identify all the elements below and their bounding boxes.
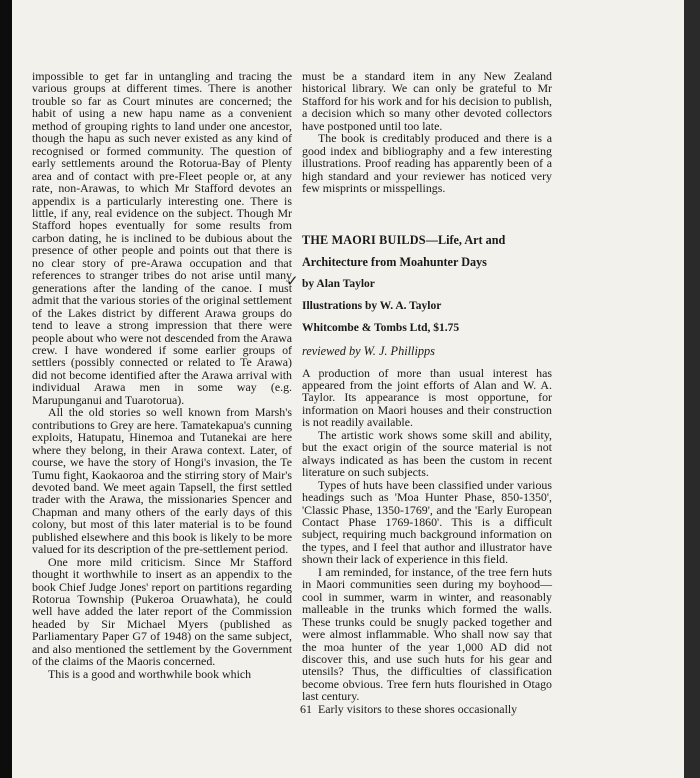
paragraph: A production of more than usual interest has appeared from the joint efforts of Alan and W. A. Taylor. Its appearance is most opportune, for information on Maori houses and their construction is not readily available.	[302, 365, 552, 430]
checkmark-icon: ✓	[286, 272, 299, 290]
paragraph: I am reminded, for instance, of the tree fern huts in Maori communities seen during my boyhood—cool in summer, warm in winter, and reasonably malleable in the trunks which formed the walls. These trunks could be snugly packed together and were almost inflammable. Who shall now say that the moa hunter of the year 1,000 AD did not discover this, and use such huts for his gear and utensils? Thus, the difficulties of classification become obvious. Tree fern huts flourished in Otago last century.	[302, 564, 552, 704]
paragraph: Types of huts have been classified under various headings such as 'Moa Hunter Phase, 850-1350', 'Classic Phase, 1350-1769', and the 'Early European Contact Phase 1769-1860'. This is a difficult subject, requiring much background information on the types, and I feel that author and illustrator have shown their lack of experience in this field.	[302, 477, 552, 567]
book-page	[12, 0, 684, 778]
paragraph: must be a standard item in any New Zealand historical library. We can only be grateful to Mr Stafford for his work and for his decision to publish, a decision which so many other devoted collectors have postponed until too late.	[302, 69, 552, 133]
book-publisher: Whitcombe & Tombs Ltd, $1.75	[302, 321, 460, 334]
paragraph: This is a good and worthwhile book which	[48, 666, 252, 681]
left-column	[32, 70, 292, 680]
paragraph: Early visitors to these shores occasionally	[318, 701, 518, 716]
right-column	[302, 70, 552, 715]
review-title-caps: THE MAORI BUILDS	[302, 232, 426, 247]
paragraph: impossible to get far in untangling and tracing the various groups at different times. There is another trouble so far as Court minutes are concerned; the habit of using a new hapu name as a convenient method of grouping rights to land under one ancestor, though the hapu as such never existed as any kind of recognised or formed community. The question of early settlements around the Rotorua-Bay of Plenty area and of contact with pre-Fleet people or, at any rate, non-Arawas, to which Mr Stafford devotes an appendix is a particularly interesting one. There is little, if any, real evidence on the subject. Though Mr Stafford hopes eventually for some results from carbon dating, he is inclined to be dubious about the presence of other people and points out that there is no clear story of pre-Arawa occupation and that references to stranger tribes do not arise until many generations after the landing of the canoe. I must admit that the various stories of the original settlement of the Lakes district by different Arawa groups do tend to leave a strong impression that there were people about who were not descended from the Arawa crew. I have wondered if some earlier groups of settlers (possibly connected or related to Te Arawa) did not become identified after the Arawa arrival with individual Arawa men in some way (e.g. Marupunganui and Tuarotorua).	[32, 69, 292, 407]
page-number: 61	[300, 702, 312, 716]
scan-edge-right	[684, 0, 700, 778]
reviewer-byline: reviewed by W. J. Phillipps	[302, 343, 435, 358]
paragraph: All the old stories so well known from Marsh's contributions to Grey are here. Tamatekapua's cunning exploits, Hatupatu, Hinemoa and Tutanekai are here where they belong, in their Arawa context. Later, of course, we have the story of Hongi's invasion, the Te Tumu fight, Kaokaoroa and the stirring story of Mair's devoted band. We meet again Tapsell, the first settled trader with the Arawa, the missionaries Spencer and Chapman and many others of the early days of this colony, but most of this later material is to be found published elsewhere and this book is likely to be more valued for its description of the pre-settlement period.	[32, 405, 292, 557]
review-title-rest: —Life, Art and Architecture from Moahunter Days	[302, 232, 506, 269]
paragraph: The book is creditably produced and there is a good index and bibliography and a few interesting illustrations. Proof reading has apparently been of a high standard and your reviewer has noticed very few misprints or misspellings.	[302, 131, 552, 196]
book-author: by Alan Taylor	[302, 277, 375, 290]
book-illustrator: Illustrations by W. A. Taylor	[302, 299, 442, 312]
review-title	[302, 229, 552, 273]
scan-edge-left	[0, 0, 12, 778]
paragraph: One more mild criticism. Since Mr Stafford thought it worthwhile to insert as an appendix to the book Chief Judge Jones' report on partitions regarding Rotorua Township (Pukeroa Oruawhata), he could well have added the later report of the Commission headed by Sir Michael Myers (published as Parliamentary Paper G7 of 1948) on the same subject, and also mentioned the settlement by the Government of the claims of the Maoris concerned.	[32, 554, 292, 669]
paragraph: The artistic work shows some skill and ability, but the exact origin of the source material is not always indicated as has been the custom in recent literature on such subjects.	[302, 427, 552, 480]
